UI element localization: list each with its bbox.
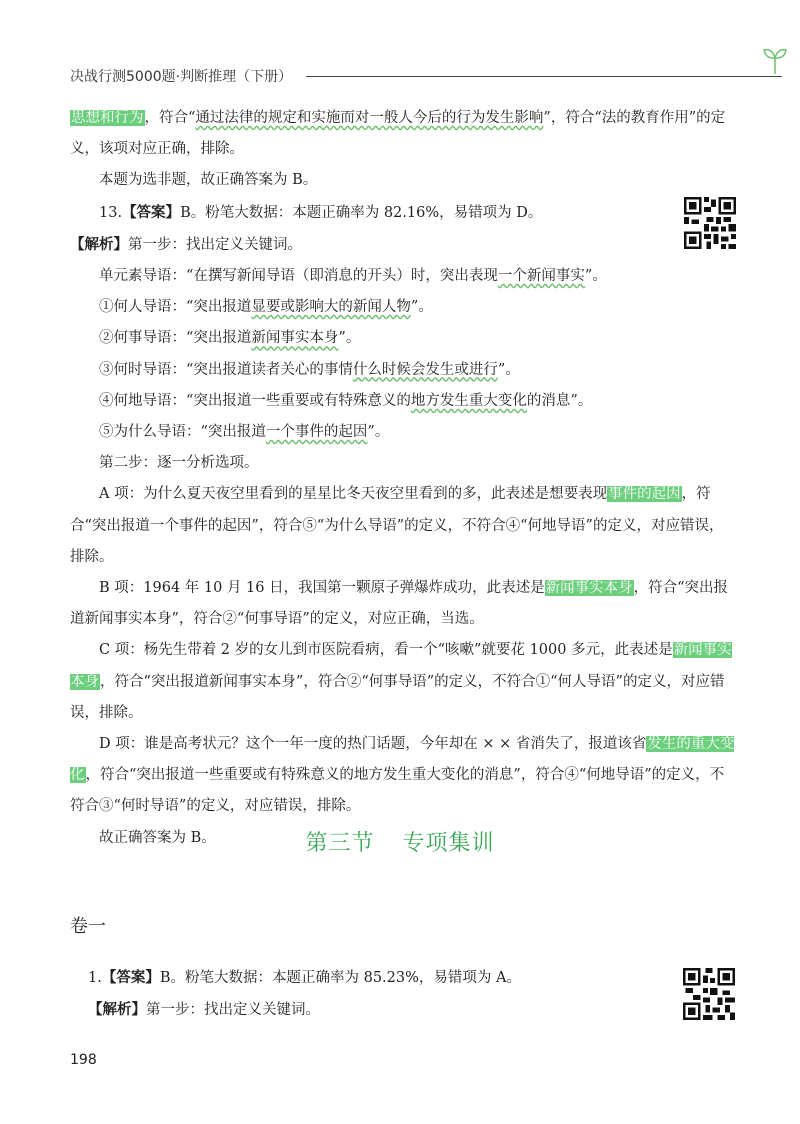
sprout-icon (762, 44, 788, 74)
section-title (0, 826, 800, 857)
section-name: 专项集训 (402, 831, 495, 856)
definition-when: ③何时导语：“突出报道读者关心的事情什么时候会发生或进行”。 (99, 361, 520, 378)
header-rule (306, 76, 782, 77)
definition-who: ①何人导语：“突出报道显要或影响大的新闻人物”。 (99, 299, 433, 316)
highlight-keyword: 思想和行为 (71, 110, 144, 126)
definition-what: ②何事导语：“突出报道新闻事实本身”。 (99, 330, 361, 347)
q1-analysis-step1: 【解析】第一步：找出定义关键词。 (88, 1001, 320, 1018)
qr-code-icon[interactable] (684, 197, 736, 249)
running-header (70, 58, 750, 98)
definition-single-element: 单元素导语：“在撰写新闻导语（即消息的开头）时，突出表现一个新闻事实”。 (99, 268, 607, 285)
q13-analysis-step1: 【解析】第一步：找出定义关键词。 (70, 235, 302, 253)
page-number: 198 (70, 1052, 97, 1068)
option-d: D 项：谁是高考状元？这个一年一度的热门话题，今年却在 × × 省消失了，报道该省发生的重大变化，符合“突出报道一些重要或有特殊意义的地方发生重大变化的消息”，符合④“何地导语”的定义，不符合③“何时导语”的定义，对应错误，排除。 (70, 736, 735, 815)
q13-answer: 13.【答案】B。粉笔大数据：本题正确率为 82.16%，易错项为 D。 (99, 203, 543, 221)
option-c: C 项：杨先生带着 2 岁的女儿到市医院看病，看一个“咳嗽”就要花 1000 多元，此表述是新闻事实本身，符合“突出报道新闻事实本身”，符合②“何事导语”的定义，不符合①“何人导语”的定义，对应错误，排除。 (70, 642, 732, 721)
choose-wrong-note: 本题为选非题，故正确答案为 B。 (99, 172, 318, 189)
paragraph-prev-option: 思想和行为，符合“通过法律的规定和实施而对一般人今后的行为发生影响”，符合“法的教育作用”的定义，该项对应正确，排除。 (70, 110, 726, 158)
definition-why: ⑤为什么导语：“突出报道一个事件的起因”。 (99, 424, 390, 441)
option-a: A 项：为什么夏天夜空里看到的星星比冬天夜空里看到的多，此表述是想要表现事件的起因，符合“突出报道一个事件的起因”，符合⑤“为什么导语”的定义，不符合④“何地导语”的定义，对应错误，排除。 (70, 486, 724, 565)
q1-answer: 1.【答案】B。粉笔大数据：本题正确率为 85.23%，易错项为 A。 (88, 969, 521, 986)
volume-heading: 卷一 (70, 916, 106, 937)
book-title: 决战行测5000题·判断推理（下册） (70, 69, 293, 85)
analysis-step2: 第二步：逐一分析选项。 (99, 455, 259, 472)
q13-conclusion: 故正确答案为 B。 (99, 829, 216, 846)
answer-analysis-body (70, 103, 736, 854)
definition-where: ④何地导语：“突出报道一些重要或有特殊意义的地方发生重大变化的消息”。 (99, 392, 593, 409)
wavy-keyword: 通过法律的规定和实施而对一般人今后的行为发生影响 (195, 110, 544, 126)
section-number: 第三节 (305, 831, 375, 856)
qr-code-icon[interactable] (683, 968, 735, 1020)
option-b: B 项：1964 年 10 月 16 日，我国第一颗原子弹爆炸成功，此表述是新闻事实本身，符合“突出报道新闻事实本身”，符合②“何事导语”的定义，对应正确，当选。 (70, 580, 729, 628)
q1-body (88, 962, 688, 1026)
